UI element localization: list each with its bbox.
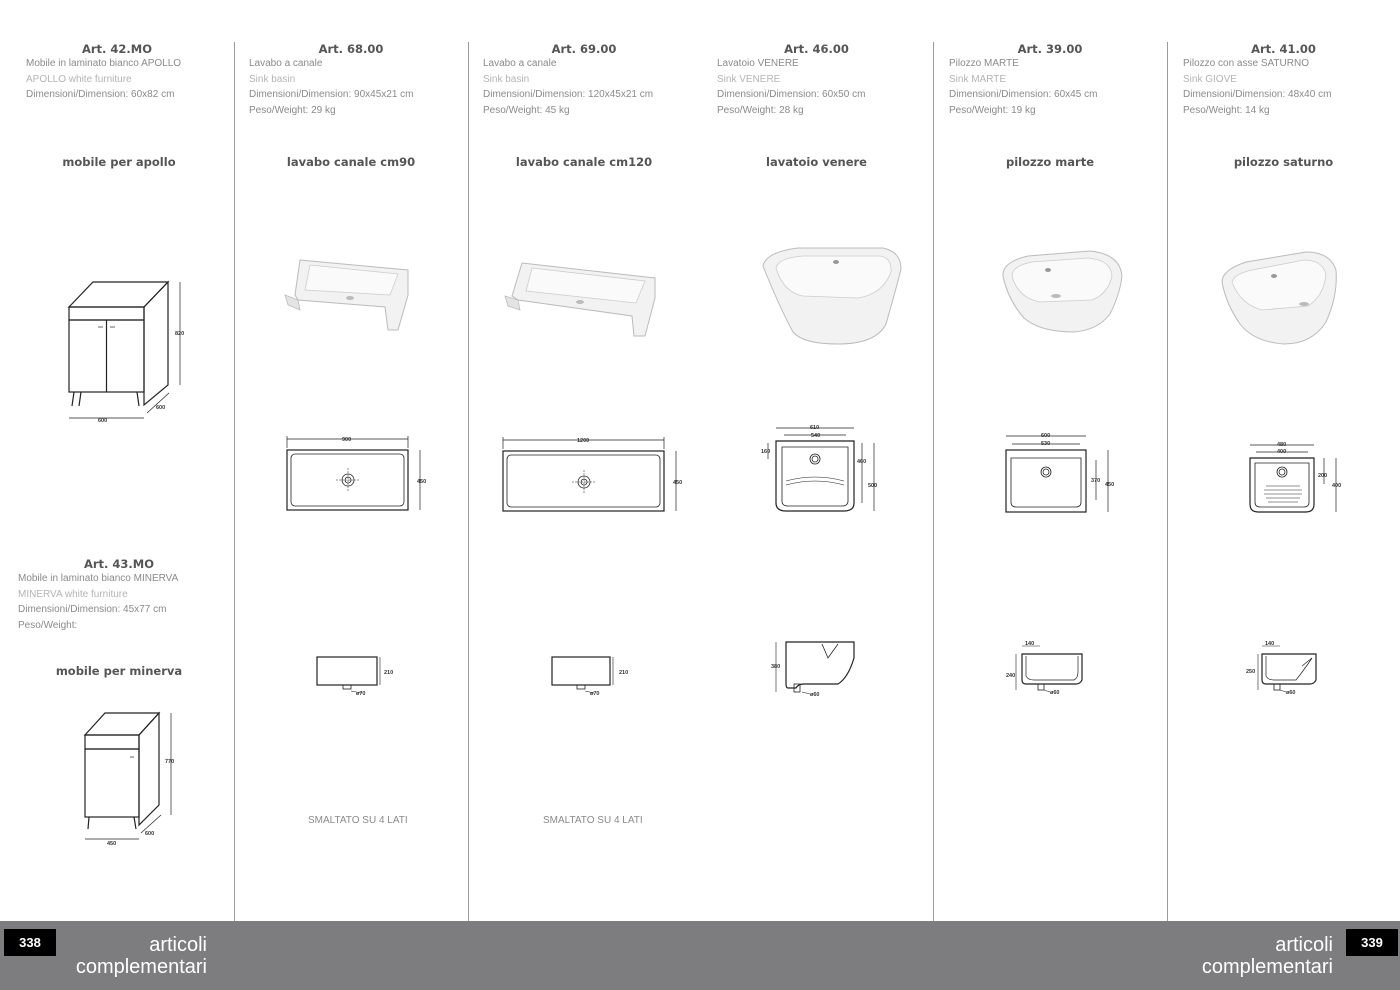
spec-en: Sink basin (249, 73, 296, 85)
venere-photo (758, 244, 906, 348)
drain-diameter: ø60 (1050, 690, 1060, 696)
dimension-inner-depth: 200 (1318, 473, 1328, 479)
dimension-width: 600 (98, 418, 108, 424)
column-divider (933, 42, 934, 921)
spec-dimension: Dimensioni/Dimension: 90x45x21 cm (249, 89, 414, 100)
spec-en: MINERVA white furniture (18, 588, 128, 600)
spec-weight: Peso/Weight: 14 kg (1183, 104, 1270, 116)
dimension-width: 450 (107, 841, 117, 847)
apollo-cabinet-drawing (55, 275, 195, 425)
article-code: Art. 41.00 (1251, 42, 1316, 56)
dimension-height: 240 (1006, 673, 1016, 679)
dimension-depth: 450 (673, 480, 683, 486)
drain-diameter: ø70 (590, 691, 600, 697)
dimension-outer-depth: 400 (1332, 483, 1342, 489)
spec-en: Sink GIOVE (1183, 73, 1237, 85)
spec-it: Mobile in laminato bianco MINERVA (18, 573, 179, 584)
marte-side-view (1002, 640, 1092, 698)
dimension-height: 770 (165, 759, 175, 765)
dimension-height: 210 (384, 670, 394, 676)
dimension-top: 140 (1265, 641, 1275, 647)
dimension-height: 210 (619, 670, 629, 676)
canale-120-photo (500, 258, 665, 343)
dimension-height: 380 (771, 664, 781, 670)
dimension-depth: 600 (156, 405, 166, 411)
dimension-inner-width: 400 (1277, 449, 1287, 455)
canale-90-top-view (284, 433, 434, 513)
article-code: Art. 39.00 (1017, 42, 1083, 56)
section-title-right (1202, 934, 1333, 978)
dimension-outer-depth: 450 (1105, 482, 1115, 488)
spec-weight: Peso/Weight: 45 kg (483, 104, 570, 116)
venere-side-view (768, 638, 863, 703)
canale-90-photo (280, 255, 420, 340)
spec-dimension: Dimensioni/Dimension: 60x82 cm (26, 89, 175, 100)
spec-dimension: Dimensioni/Dimension: 60x50 cm (717, 89, 866, 100)
canale-120-top-view (500, 434, 690, 514)
product-specs (949, 56, 1097, 118)
saturno-photo (1218, 248, 1346, 348)
saturno-top-view (1246, 440, 1346, 520)
product-title: pilozzo marte (1005, 155, 1095, 169)
article-code: Art. 43.MO (83, 557, 155, 571)
section-title-left (76, 934, 207, 978)
dimension-top: 140 (1025, 641, 1035, 647)
section-title-line: articoli (1275, 934, 1333, 956)
drain-diameter: ø70 (356, 691, 366, 697)
product-specs (483, 56, 653, 118)
column-divider (1167, 42, 1168, 921)
article-code: Art. 68.00 (318, 42, 384, 56)
spec-en: Sink MARTE (949, 73, 1007, 85)
spec-weight: Peso/Weight: (18, 619, 78, 631)
page-number-right: 339 (1346, 929, 1398, 956)
dimension-inner-width: 540 (811, 433, 821, 439)
product-specs (717, 56, 865, 118)
spec-it: Lavatoio VENERE (717, 58, 799, 69)
marte-top-view (998, 430, 1118, 520)
column-divider (468, 42, 469, 921)
product-specs (26, 56, 181, 103)
spec-it: Mobile in laminato bianco APOLLO (26, 58, 182, 69)
section-title-line: complementari (1201, 956, 1333, 978)
spec-en: APOLLO white furniture (26, 73, 132, 85)
product-specs (249, 56, 414, 118)
dimension-height: 250 (1246, 669, 1256, 675)
minerva-cabinet-drawing (75, 705, 185, 850)
product-specs (18, 571, 178, 633)
spec-en: Sink basin (483, 73, 530, 85)
dimension-width: 900 (342, 437, 352, 443)
dimension-outer-width: 600 (1041, 433, 1051, 439)
dimension-depth: 600 (145, 831, 155, 837)
marte-photo (998, 248, 1126, 336)
spec-weight: Peso/Weight: 28 kg (717, 104, 804, 116)
section-title-line: complementari (75, 956, 207, 978)
spec-weight: Peso/Weight: 19 kg (949, 104, 1036, 116)
dimension-inner-width: 530 (1041, 441, 1051, 447)
spec-it: Lavabo a canale (249, 58, 323, 69)
product-title: lavatoio venere (766, 155, 867, 169)
dimension-height: 820 (175, 331, 185, 337)
product-title: pilozzo saturno (1233, 155, 1334, 169)
dimension-inner-depth: 460 (857, 459, 867, 465)
canale-90-side-view (314, 653, 404, 698)
column-divider (234, 42, 235, 921)
dimension-outer-depth: 500 (868, 483, 878, 489)
product-title: lavabo canale cm120 (515, 155, 653, 169)
product-title: mobile per apollo (62, 155, 176, 169)
dimension-width: 1200 (577, 438, 590, 444)
drain-diameter: ø60 (1286, 690, 1296, 696)
spec-dimension: Dimensioni/Dimension: 60x45 cm (949, 89, 1098, 100)
product-title: mobile per minerva (55, 664, 183, 678)
canale-120-side-view (549, 653, 639, 698)
dimension-depth: 450 (417, 479, 427, 485)
drain-diameter: ø60 (810, 692, 820, 698)
dimension-inner-depth: 370 (1091, 478, 1101, 484)
spec-en: Sink VENERE (717, 73, 781, 85)
article-code: Art. 42.MO (81, 42, 153, 56)
spec-dimension: Dimensioni/Dimension: 45x77 cm (18, 604, 167, 615)
spec-it: Pilozzo con asse SATURNO (1183, 58, 1309, 69)
spec-dimension: Dimensioni/Dimension: 120x45x21 cm (483, 89, 654, 100)
venere-top-view (758, 423, 883, 518)
dimension-outer-width: 480 (1277, 442, 1287, 448)
article-code: Art. 46.00 (784, 42, 849, 56)
footer-bar (0, 921, 1400, 990)
spec-weight: Peso/Weight: 29 kg (249, 104, 336, 116)
section-title-line: articoli (149, 934, 207, 956)
product-note: SMALTATO SU 4 LATI (543, 815, 643, 826)
spec-it: Pilozzo MARTE (949, 58, 1019, 69)
saturno-side-view (1246, 640, 1326, 698)
spec-dimension: Dimensioni/Dimension: 48x40 cm (1183, 89, 1332, 100)
spec-it: Lavabo a canale (483, 58, 557, 69)
page-number-left: 338 (4, 929, 56, 956)
product-note: SMALTATO SU 4 LATI (308, 815, 408, 826)
dimension-drain-offset: 160 (761, 449, 771, 455)
product-specs (1183, 56, 1331, 118)
article-code: Art. 69.00 (551, 42, 617, 56)
product-title: lavabo canale cm90 (286, 155, 416, 169)
dimension-outer-width: 610 (810, 425, 820, 431)
